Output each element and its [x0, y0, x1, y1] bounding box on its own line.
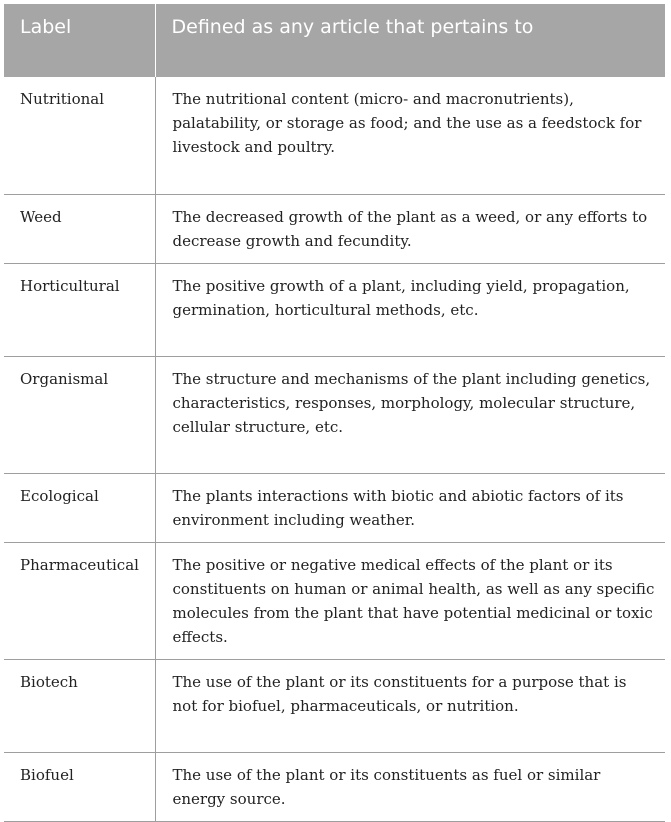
row-label: Horticultural	[4, 263, 155, 356]
table-row	[4, 659, 665, 752]
row-definition: The use of the plant or its constituents for a purpose that is not for biofuel, pharmaceuticals, or nutrition.	[155, 659, 665, 752]
row-definition: The structure and mechanisms of the plant including genetics, characteristics, responses, morphology, molecular structure, cellular structure, etc.	[155, 356, 665, 473]
row-definition: The positive or negative medical effects of the plant or its constituents on human or animal health, as well as any specific molecules from the plant that have potential medicinal or toxic effects.	[155, 542, 665, 659]
row-definition: The decreased growth of the plant as a weed, or any efforts to decrease growth and fecundity.	[155, 194, 665, 263]
row-label: Organismal	[4, 356, 155, 473]
row-label: Ecological	[4, 473, 155, 542]
header-row	[4, 4, 665, 77]
row-label: Pharmaceutical	[4, 542, 155, 659]
table-row	[4, 194, 665, 263]
row-label: Nutritional	[4, 77, 155, 194]
table-row	[4, 473, 665, 542]
table-body	[4, 77, 665, 821]
definitions-table	[4, 4, 665, 822]
row-definition: The plants interactions with biotic and abiotic factors of its environment including weather.	[155, 473, 665, 542]
row-label: Weed	[4, 194, 155, 263]
table-row	[4, 542, 665, 659]
row-label: Biofuel	[4, 752, 155, 821]
row-definition: The use of the plant or its constituents as fuel or similar energy source.	[155, 752, 665, 821]
row-label: Biotech	[4, 659, 155, 752]
header-definition: Defined as any article that pertains to	[155, 4, 665, 77]
table-row	[4, 752, 665, 821]
row-definition: The positive growth of a plant, including yield, propagation, germination, horticultural methods, etc.	[155, 263, 665, 356]
table-row	[4, 77, 665, 194]
definitions-table-container	[4, 4, 665, 822]
row-definition: The nutritional content (micro- and macronutrients), palatability, or storage as food; and the use as a feedstock for livestock and poultry.	[155, 77, 665, 194]
table-header	[4, 4, 665, 77]
table-row	[4, 356, 665, 473]
header-label: Label	[4, 4, 155, 77]
table-row	[4, 263, 665, 356]
